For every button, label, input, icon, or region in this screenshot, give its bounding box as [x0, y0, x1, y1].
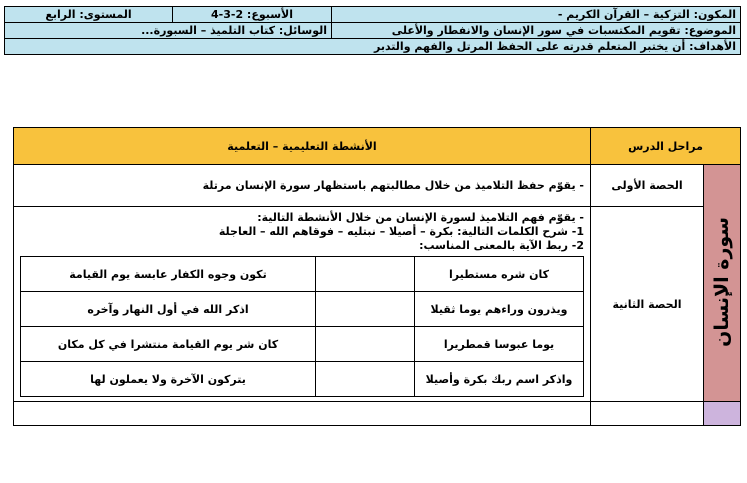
verse-cell: ويذرون وراءهم يوما ثقيلا	[415, 292, 584, 327]
lesson-stages-table	[13, 127, 741, 426]
meaning-cell: يتركون الآخرة ولا يعملون لها	[21, 362, 316, 397]
meaning-cell: كان شر يوم القيامة منتشرا في كل مكان	[21, 327, 316, 362]
blank-cell	[316, 257, 415, 292]
matching-table	[20, 256, 584, 397]
surah-label: سورة الإنسان	[704, 165, 741, 402]
next-activity-cell	[14, 402, 591, 426]
verse-cell: يوما عبوسا قمطريرا	[415, 327, 584, 362]
activities-header: الأنشطة التعليمية – التعلمية	[14, 128, 591, 165]
stages-header: مراحل الدرس	[591, 128, 741, 165]
meaning-cell: تكون وجوه الكفار عابسة يوم القيامة	[21, 257, 316, 292]
blank-cell	[316, 292, 415, 327]
component-cell: المكون: التزكية – القرآن الكريم -	[332, 7, 741, 23]
next-section-strip	[704, 402, 741, 426]
verse-cell: كان شره مستطيرا	[415, 257, 584, 292]
level-cell: المستوى: الرابع	[5, 7, 173, 23]
activity-line: 2- ربط الآية بالمعنى المناسب:	[419, 239, 584, 252]
meaning-cell: اذكر الله في أول النهار وآخره	[21, 292, 316, 327]
means-cell: الوسائل: كتاب التلميذ – السبورة...	[5, 23, 332, 39]
lesson-info-table	[4, 6, 741, 55]
goals-cell: الأهداف: أن يختبر المتعلم قدرته على الحفظ المرتل والفهم والتدبر	[5, 39, 741, 55]
activity-first-session: - يقوّم حفظ التلاميذ من خلال مطالبتهم باستظهار سورة الإنسان مرتلة	[14, 165, 591, 207]
activity-second-session	[14, 207, 591, 402]
blank-cell	[316, 362, 415, 397]
stage-first-session: الحصة الأولى	[591, 165, 704, 207]
activity-line: 1- شرح الكلمات التالية: بكرة – أصيلا – نبتليه – فوقاهم الله – العاجلة	[218, 225, 584, 238]
blank-cell	[316, 327, 415, 362]
week-cell: الأسبوع: 2-3-4	[173, 7, 332, 23]
stage-second-session: الحصة الثانية	[591, 207, 704, 402]
verse-cell: واذكر اسم ربك بكرة وأصيلا	[415, 362, 584, 397]
activity-line: - يقوّم فهم التلاميذ لسورة الإنسان من خلال الأنشطة التالية:	[257, 211, 584, 224]
next-stage-cell	[591, 402, 704, 426]
topic-cell: الموضوع: تقويم المكتسبات في سور الإنسان والانفطار والأعلى	[332, 23, 741, 39]
